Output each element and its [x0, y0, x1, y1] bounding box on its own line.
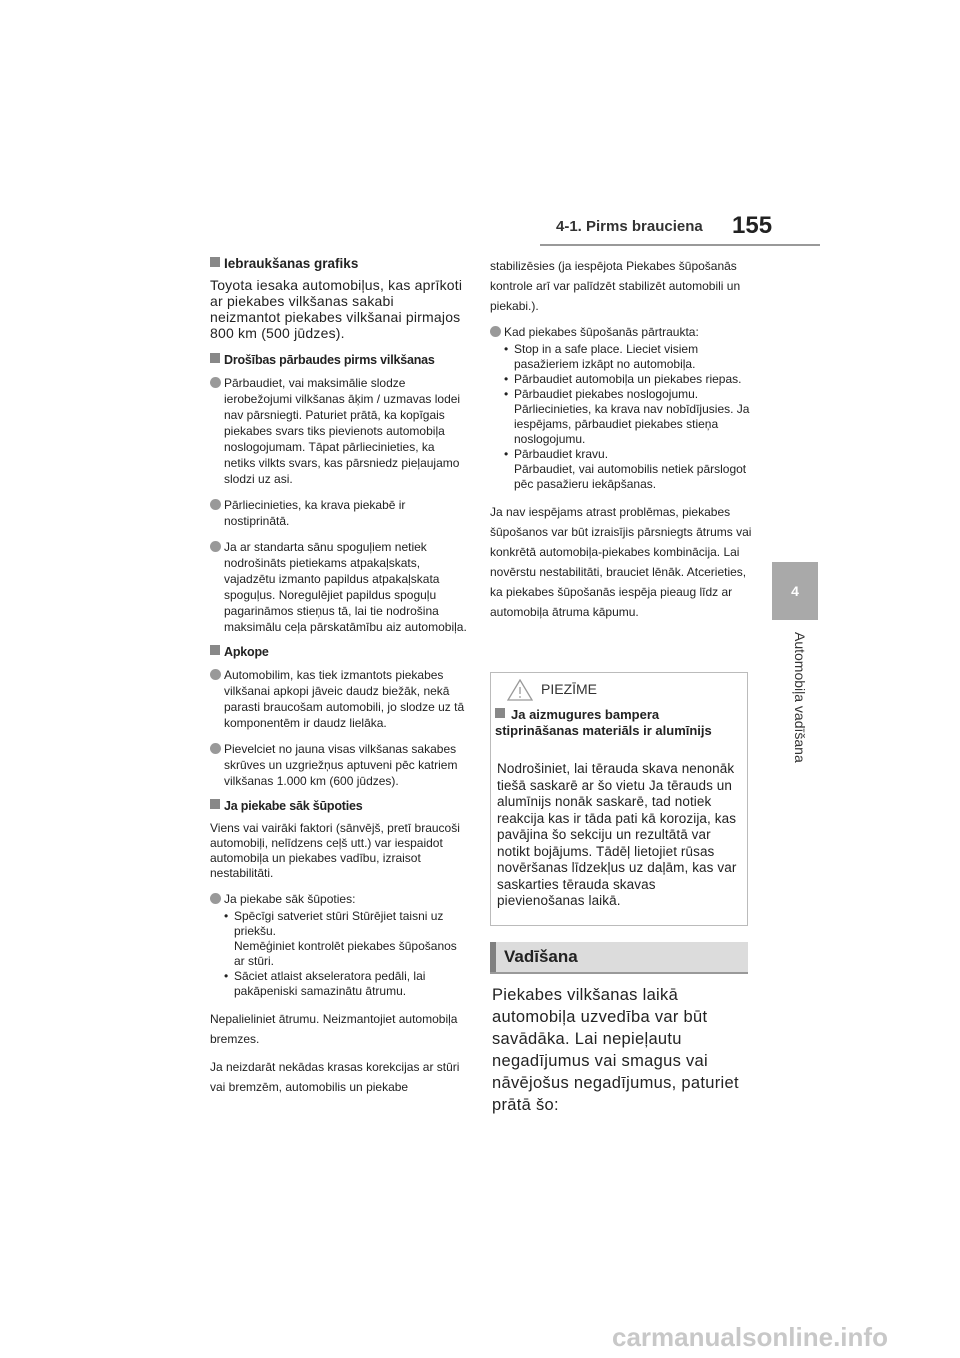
header-rule — [540, 244, 820, 246]
circle-bullet-icon — [210, 669, 221, 680]
page-number: 155 — [732, 212, 773, 239]
sub-list-item-continuation: Pārbaudiet, vai automobilis netiek pārslogot pēc pasažieru iekāpšanas. — [514, 462, 747, 491]
square-bullet-icon — [210, 645, 220, 655]
paragraph-stabilize: stabilizēsies (ja iespējota Piekabes šūpošanās kontrole arī var palīdzēt stabilizēt automobili un piekabi.). — [490, 259, 741, 313]
sub-list-item: • Sāciet atlaist akseleratora pedāli, lai pakāpeniski samazinātu ātrumu. — [224, 969, 426, 998]
circle-bullet-icon — [210, 377, 221, 388]
heading-safety-checks: Drošības pārbaudes pirms vilkšanas — [210, 353, 468, 367]
paragraph-no-corrections: Ja neizdarāt nekādas krasas korekcijas ar stūri vai bremzēm, automobilis un piekabe — [210, 1060, 460, 1094]
paragraph-break-in: Toyota iesaka automobiļus, kas aprīkoti ar piekabes vilkšanas sakabi neizmantot piekabes vilkšanai pirmajos 800 km (500 jūdzes). — [210, 277, 463, 341]
side-tab-number: 4 — [772, 562, 818, 620]
left-column — [210, 256, 468, 1105]
square-bullet-icon — [210, 799, 220, 809]
circle-bullet-icon — [210, 541, 221, 552]
side-tab-label: Automobiļa vadīšana — [792, 632, 808, 763]
square-bullet-icon — [495, 708, 505, 718]
list-item: Pārbaudiet, vai maksimālie slodze ierobežojumi vilkšanas āķim / uzmavas lodei nav pārsniegti. Paturiet prātā, ka kopīgais piekabes svars tiks pievienots automobiļa noslogojumam. Tāpat pārliecinieties, ka netiks vilkts svars, kas pārsniedz pieļaujamo slodzi uz asi. — [210, 375, 468, 487]
list-item: Automobilim, kas tiek izmantots piekabes vilkšanai apkopi jāveic daudz biežāk, nekā parasti braucošam automobili, jo slodze uz tā komponentēm ir daudz lielāka. — [210, 667, 468, 731]
list-item: Pievelciet no jauna visas vilkšanas sakabes skrūves un uzgriežņus aptuveni pēc katriem vilkšanas 1.000 km (600 jūdzes). — [210, 741, 468, 789]
note-title: PIEZĪME — [541, 681, 598, 697]
sub-list-item-continuation: Nemēģiniet kontrolēt piekabes šūpošanos ar stūri. — [234, 939, 457, 968]
sub-list-item-continuation: Pārliecinieties, ka krava nav nobīdījusies. Ja iespējams, pārbaudiet piekabes stieņa noslogojumu. — [514, 402, 750, 446]
paragraph-sway-causes: Ja nav iespējams atrast problēmas, piekabes šūpošanos var būt izraisījis pārsniegts ātrums vai konkrētā automobiļa-piekabes kombinācija. Lai novērstu nestabilitāti, brauciet lēnāk. Atcerieties, ka piekabes šūpošanās iespēja pieaug līdz ar automobiļa ātruma kāpumu. — [490, 505, 752, 619]
paragraph-no-speed: Nepalieliniet ātrumu. Neizmantojiet automobiļa bremzes. — [210, 1012, 458, 1046]
section-title: Vadīšana — [504, 947, 578, 966]
sub-list-item: • Stop in a safe place. Lieciet visiem pasažieriem izkāpt no automobiļa. — [504, 342, 699, 371]
sub-list-item: • Pārbaudiet kravu. — [504, 447, 609, 461]
right-column — [490, 256, 752, 630]
heading-trailer-sway: Ja piekabe sāk šūpoties — [210, 799, 468, 813]
list-item: Kad piekabes šūpošanās pārtraukta: — [490, 324, 752, 340]
warning-triangle-icon — [507, 679, 533, 701]
list-item: Ja ar standarta sānu spoguļiem netiek nodrošināts pietiekams atpakaļskats, vajadzētu izmanto papildus atpakaļskata spoguļus. Noregulējiet papildus spoguļu pagarināmos stieņus tā, lai tie nodrošina maksimālu ceļa pārskatāmību aiz automobiļa. — [210, 539, 468, 635]
square-bullet-icon — [210, 257, 220, 267]
heading-break-in: Iebraukšanas grafiks — [210, 256, 468, 271]
section-heading-bar — [490, 942, 748, 974]
list-item: Ja piekabe sāk šūpoties: — [210, 891, 468, 907]
watermark: carmanualsonline.info — [612, 1322, 888, 1352]
square-bullet-icon — [210, 353, 220, 363]
sub-list-item: • Spēcīgi satveriet stūri Stūrējiet taisni uz priekšu. — [224, 909, 444, 938]
sub-list — [210, 909, 468, 999]
heading-maintenance: Apkope — [210, 645, 468, 659]
note-heading: Ja aizmugures bampera stiprināšanas materiāls ir alumīnijs — [495, 707, 712, 738]
paragraph-sway-factors: Viens vai vairāki faktori (sānvējš, pretī braucoši automobiļi, nelīdzens ceļš utt.) var iespaidot automobiļa un piekabes vadību, izraisot nestabilitāti. — [210, 821, 460, 880]
circle-bullet-icon — [210, 743, 221, 754]
circle-bullet-icon — [210, 499, 221, 510]
sub-list-item: • Pārbaudiet automobiļa un piekabes riepas. — [504, 372, 742, 386]
section-intro-text: Piekabes vilkšanas laikā automobiļa uzvedība var būt savādāka. Lai nepieļautu negadījumus vai smagus vai nāvējošus negadījumus, paturiet prātā šo: — [492, 986, 739, 1114]
list-item: Pārliecinieties, ka krava piekabē ir nostiprinātā. — [210, 497, 468, 529]
circle-bullet-icon — [490, 326, 501, 337]
note-box — [490, 672, 748, 926]
circle-bullet-icon — [210, 893, 221, 904]
header-section-title: 4-1. Pirms brauciena — [556, 218, 703, 235]
sub-list — [490, 342, 752, 492]
note-body: Nodrošiniet, lai tērauda skava nenonāk tiešā saskarē ar šo vietu Ja tērauds un alumīnijs nonāk saskarē, tad notiek reakcija kas ir tāda pati kā korozija, kas pavājina šo sekciju un rezultātā var notikt bojājums. Tādēļ lietojiet rūsas novēršanas līdzekļus uz daļām, kas var saskarties tērauda skavas pievienošanas laikā. — [497, 761, 737, 908]
sub-list-item: • Pārbaudiet piekabes noslogojumu. — [504, 387, 699, 401]
section-accent — [490, 942, 496, 972]
